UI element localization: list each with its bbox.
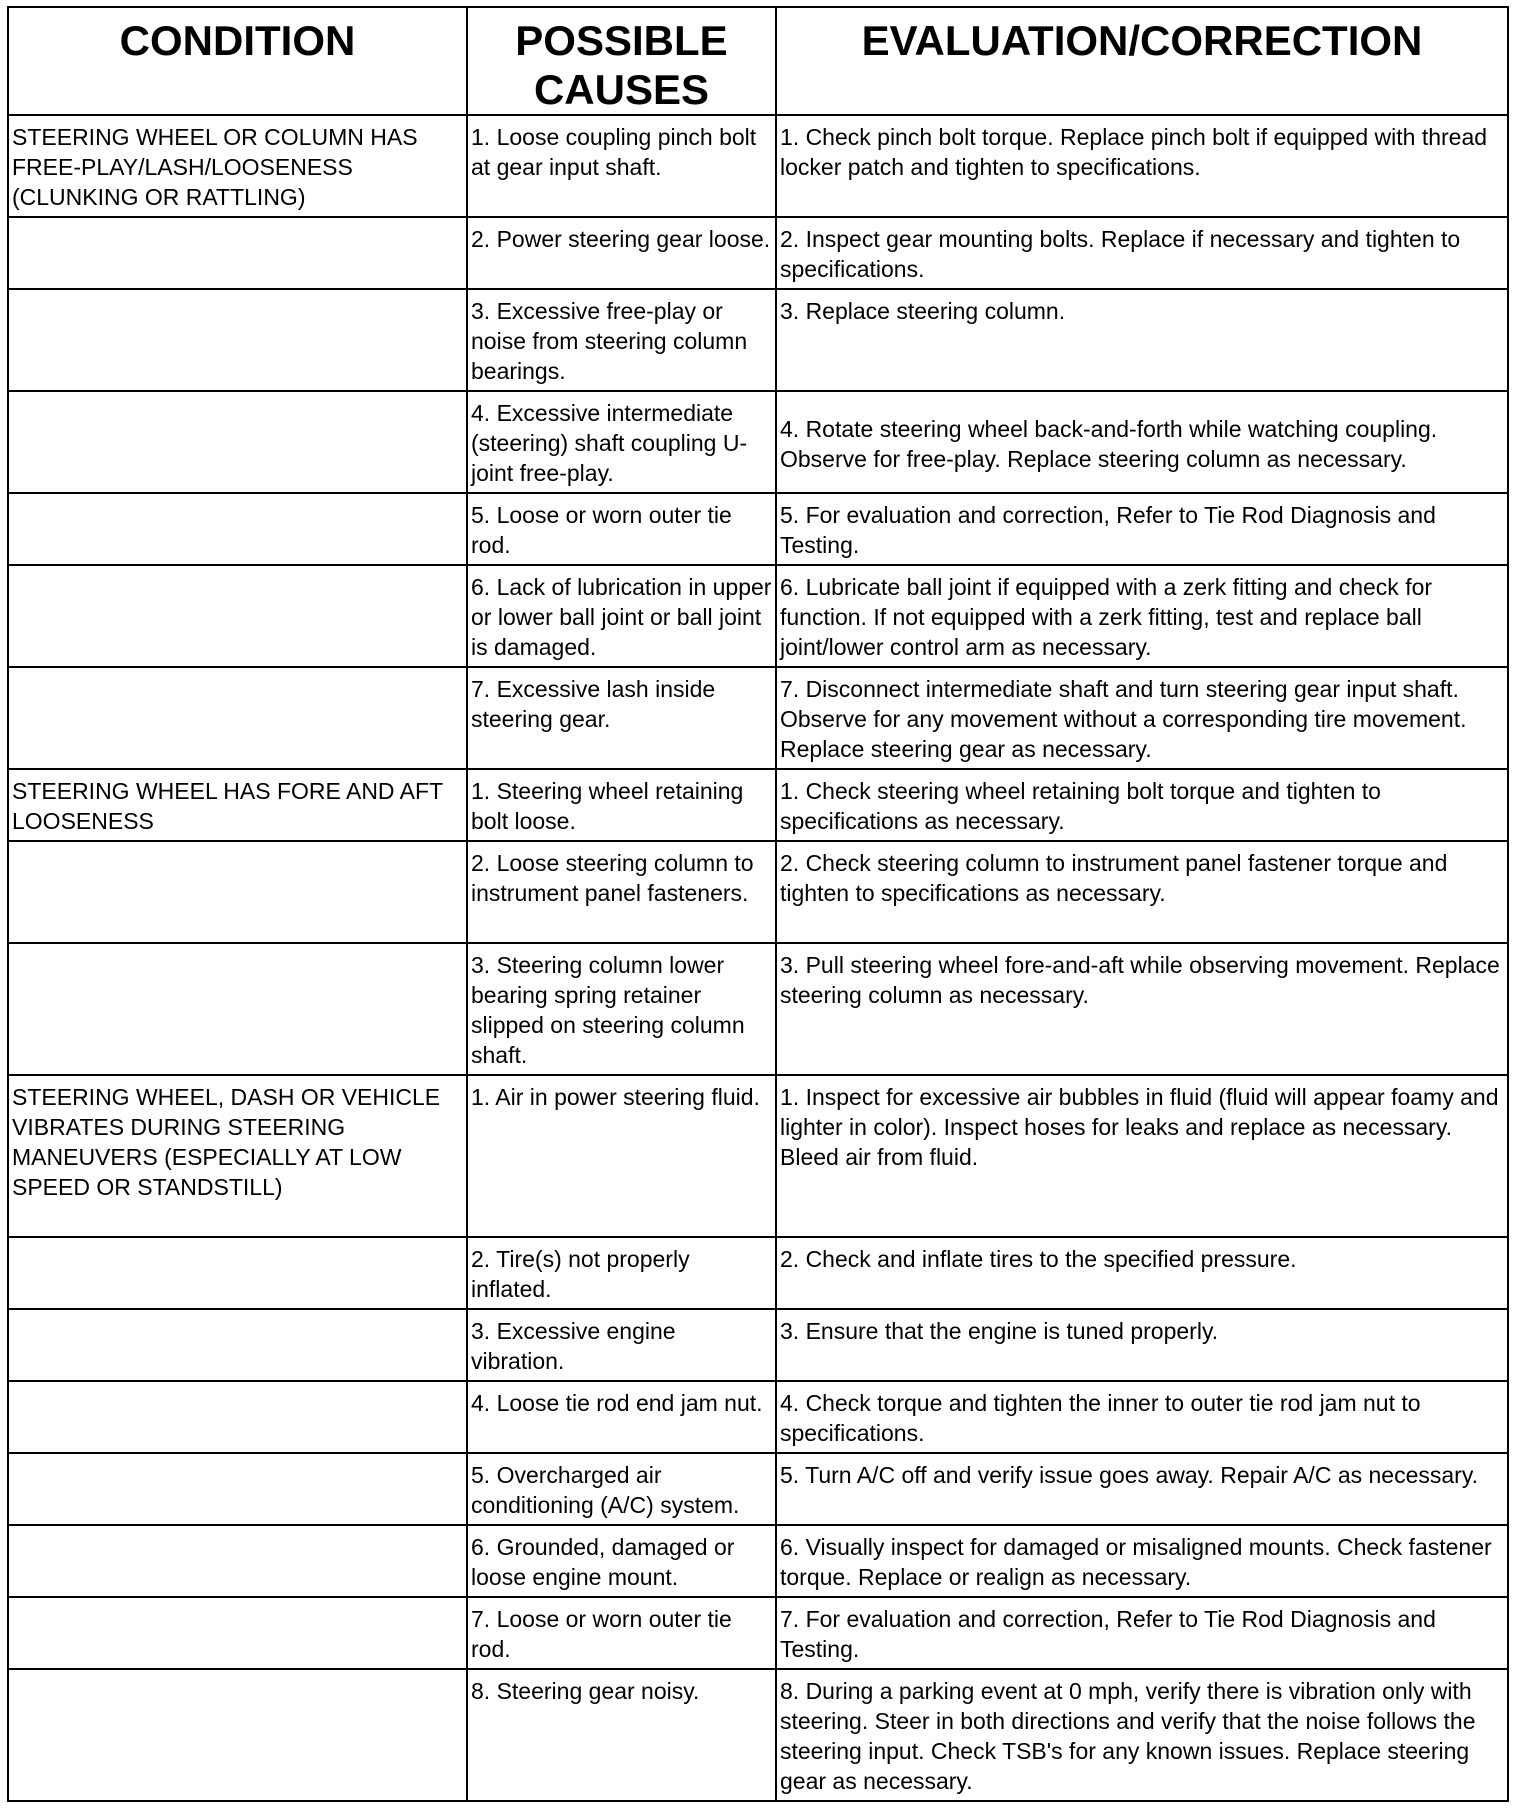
- correction-cell: 8. During a parking event at 0 mph, verify there is vibration only with steering. Steer in both directions and verify that the noise follows the steering input. Check TSB's for any known issues. Replace steering gear as necessary.: [776, 1669, 1508, 1801]
- correction-cell: 6. Lubricate ball joint if equipped with a zerk fitting and check for function. If not equipped with a zerk fitting, test and replace ball joint/lower control arm as necessary.: [776, 565, 1508, 667]
- condition-cell: [8, 493, 467, 565]
- header-causes: [467, 7, 776, 115]
- condition-cell: [8, 1525, 467, 1597]
- correction-cell: 4. Check torque and tighten the inner to outer tie rod jam nut to specifications.: [776, 1381, 1508, 1453]
- condition-cell: [8, 217, 467, 289]
- condition-cell: [8, 667, 467, 769]
- correction-cell: 7. For evaluation and correction, Refer to Tie Rod Diagnosis and Testing.: [776, 1597, 1508, 1669]
- cause-cell: 3. Excessive engine vibration.: [467, 1309, 776, 1381]
- correction-cell: 5. For evaluation and correction, Refer to Tie Rod Diagnosis and Testing.: [776, 493, 1508, 565]
- condition-cell: STEERING WHEEL HAS FORE AND AFT LOOSENESS: [8, 769, 467, 841]
- cause-cell: 6. Lack of lubrication in upper or lower ball joint or ball joint is damaged.: [467, 565, 776, 667]
- correction-cell: 5. Turn A/C off and verify issue goes away. Repair A/C as necessary.: [776, 1453, 1508, 1525]
- condition-cell: [8, 1453, 467, 1525]
- condition-cell: [8, 1669, 467, 1801]
- correction-cell: 1. Check steering wheel retaining bolt torque and tighten to specifications as necessary.: [776, 769, 1508, 841]
- cause-cell: 5. Overcharged air conditioning (A/C) system.: [467, 1453, 776, 1525]
- cause-cell: 7. Excessive lash inside steering gear.: [467, 667, 776, 769]
- cause-cell: 3. Steering column lower bearing spring retainer slipped on steering column shaft.: [467, 943, 776, 1075]
- correction-cell: 1. Inspect for excessive air bubbles in fluid (fluid will appear foamy and lighter in color). Inspect hoses for leaks and replace as necessary. Bleed air from fluid.: [776, 1075, 1508, 1237]
- table-row: [8, 1597, 1508, 1669]
- table-row: [8, 1453, 1508, 1525]
- condition-cell: [8, 565, 467, 667]
- cause-cell: 6. Grounded, damaged or loose engine mount.: [467, 1525, 776, 1597]
- table-row: [8, 565, 1508, 667]
- condition-cell: [8, 391, 467, 493]
- table-row: [8, 391, 1508, 493]
- header-row: [8, 7, 1508, 115]
- cause-cell: 7. Loose or worn outer tie rod.: [467, 1597, 776, 1669]
- table-row: [8, 769, 1508, 841]
- table-row: [8, 1309, 1508, 1381]
- table-row: [8, 667, 1508, 769]
- condition-cell: STEERING WHEEL OR COLUMN HAS FREE-PLAY/LASH/LOOSENESS (CLUNKING OR RATTLING): [8, 115, 467, 217]
- table-row: [8, 493, 1508, 565]
- table-row: [8, 217, 1508, 289]
- cause-cell: 1. Steering wheel retaining bolt loose.: [467, 769, 776, 841]
- correction-cell: 4. Rotate steering wheel back-and-forth while watching coupling. Observe for free-play. Replace steering column as necessary.: [776, 391, 1508, 493]
- condition-cell: [8, 943, 467, 1075]
- table-row: [8, 841, 1508, 943]
- header-evaluation: EVALUATION/CORRECTION: [776, 7, 1508, 115]
- table-row: [8, 943, 1508, 1075]
- table-row: [8, 1669, 1508, 1801]
- condition-cell: [8, 841, 467, 943]
- condition-cell: [8, 289, 467, 391]
- cause-cell: 4. Loose tie rod end jam nut.: [467, 1381, 776, 1453]
- correction-cell: 3. Replace steering column.: [776, 289, 1508, 391]
- cause-cell: 2. Tire(s) not properly inflated.: [467, 1237, 776, 1309]
- cause-cell: 2. Loose steering column to instrument panel fasteners.: [467, 841, 776, 943]
- cause-cell: 1. Loose coupling pinch bolt at gear input shaft.: [467, 115, 776, 217]
- correction-cell: 1. Check pinch bolt torque. Replace pinch bolt if equipped with thread locker patch and tighten to specifications.: [776, 115, 1508, 217]
- table-row: [8, 289, 1508, 391]
- cause-cell: 2. Power steering gear loose.: [467, 217, 776, 289]
- cause-cell: 8. Steering gear noisy.: [467, 1669, 776, 1801]
- header-condition: CONDITION: [8, 7, 467, 115]
- correction-cell: 2. Check steering column to instrument panel fastener torque and tighten to specifications as necessary.: [776, 841, 1508, 943]
- condition-cell: [8, 1237, 467, 1309]
- table-row: [8, 115, 1508, 217]
- table-row: [8, 1237, 1508, 1309]
- table-row: [8, 1075, 1508, 1237]
- correction-cell: 3. Ensure that the engine is tuned properly.: [776, 1309, 1508, 1381]
- header-causes-text: POSSIBLE CAUSES: [515, 17, 728, 113]
- condition-cell: [8, 1309, 467, 1381]
- correction-cell: 6. Visually inspect for damaged or misaligned mounts. Check fastener torque. Replace or realign as necessary.: [776, 1525, 1508, 1597]
- cause-cell: 5. Loose or worn outer tie rod.: [467, 493, 776, 565]
- correction-cell: 3. Pull steering wheel fore-and-aft while observing movement. Replace steering column as necessary.: [776, 943, 1508, 1075]
- table-row: [8, 1381, 1508, 1453]
- table-row: [8, 1525, 1508, 1597]
- cause-cell: 3. Excessive free-play or noise from steering column bearings.: [467, 289, 776, 391]
- condition-cell: [8, 1381, 467, 1453]
- cause-cell: 4. Excessive intermediate (steering) shaft coupling U-joint free-play.: [467, 391, 776, 493]
- condition-cell: [8, 1597, 467, 1669]
- correction-cell: 2. Check and inflate tires to the specified pressure.: [776, 1237, 1508, 1309]
- diagnosis-table: [7, 6, 1509, 1802]
- condition-cell: STEERING WHEEL, DASH OR VEHICLE VIBRATES DURING STEERING MANEUVERS (ESPECIALLY AT LOW SPEED OR STANDSTILL): [8, 1075, 467, 1237]
- cause-cell: 1. Air in power steering fluid.: [467, 1075, 776, 1237]
- correction-cell: 7. Disconnect intermediate shaft and turn steering gear input shaft. Observe for any movement without a corresponding tire movement. Replace steering gear as necessary.: [776, 667, 1508, 769]
- correction-cell: 2. Inspect gear mounting bolts. Replace if necessary and tighten to specifications.: [776, 217, 1508, 289]
